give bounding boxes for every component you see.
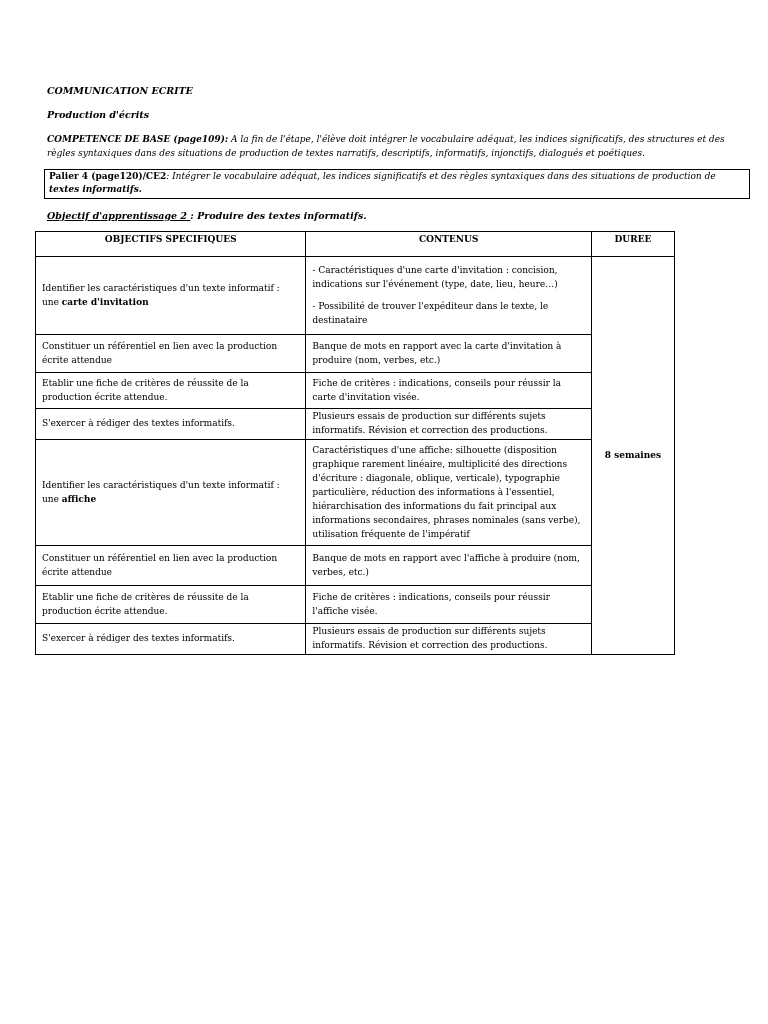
contenu-cell: Caractéristiques d'une affiche: silhouette (disposition graphique rarement linéaire, multiplicité des directions d'écriture : diagonale, oblique, verticale), typographie particulière, réduction des informations à l'essentiel, hiérarchisation des informations du fait principal aux informations secondaires, phrases nominales (sans verbe), utilisation fréquente de l'impératif bbox=[306, 440, 591, 546]
objectif-cell: Etablir une fiche de critères de réussite de la production écrite attendue. bbox=[36, 586, 306, 624]
table-row bbox=[36, 624, 675, 655]
objectif-cell: Etablir une fiche de critères de réussite de la production écrite attendue. bbox=[36, 373, 306, 409]
objectif-bold: carte d'invitation bbox=[61, 297, 149, 308]
competence-paragraph bbox=[47, 133, 747, 161]
objectif-line bbox=[47, 211, 367, 222]
table-row bbox=[36, 440, 675, 546]
table-header-row bbox=[36, 232, 675, 257]
table-row bbox=[36, 373, 675, 409]
contenu-text: - Caractéristiques d'une carte d'invitation : concision, indications sur l'événement (type, date, lieu, heure…) bbox=[312, 265, 558, 290]
palier-box bbox=[44, 169, 750, 199]
contenu-cell: Fiche de critères : indications, conseils pour réussir la carte d'invitation visée. bbox=[306, 373, 591, 409]
programme-table bbox=[35, 231, 675, 655]
header-objectifs: OBJECTIFS SPECIFIQUES bbox=[36, 232, 306, 257]
objectif-cell: S'exercer à rédiger des textes informatifs. bbox=[36, 409, 306, 440]
duree-cell: 8 semaines bbox=[591, 257, 674, 655]
contenu-cell: Plusieurs essais de production sur différents sujets informatifs. Révision et correction des productions. bbox=[306, 624, 591, 655]
objectif-text: Identifier les caractéristiques d'un texte informatif : une bbox=[42, 283, 280, 308]
contenu-cell: Plusieurs essais de production sur différents sujets informatifs. Révision et correction des productions. bbox=[306, 409, 591, 440]
objectif-cell: Constituer un référentiel en lien avec la production écrite attendue bbox=[36, 546, 306, 586]
objectif-cell bbox=[36, 440, 306, 546]
section-title: COMMUNICATION ECRITE bbox=[47, 86, 193, 97]
contenu-cell: Banque de mots en rapport avec la carte d'invitation à produire (nom, verbes, etc.) bbox=[306, 335, 591, 373]
competence-label: COMPETENCE DE BASE (page109): bbox=[47, 135, 229, 145]
table-row bbox=[36, 257, 675, 335]
palier-bold-end: textes informatifs. bbox=[49, 185, 142, 195]
table-row bbox=[36, 335, 675, 373]
table-row bbox=[36, 586, 675, 624]
objectif-label: Objectif d'apprentissage 2 bbox=[47, 211, 191, 222]
contenu-cell: Banque de mots en rapport avec l'affiche à produire (nom, verbes, etc.) bbox=[306, 546, 591, 586]
objectif-text: Identifier les caractéristiques d'un texte informatif : une bbox=[42, 480, 280, 505]
contenu-cell bbox=[306, 257, 591, 335]
objectif-cell bbox=[36, 257, 306, 335]
contenu-text: - Possibilité de trouver l'expéditeur dans le texte, le destinataire bbox=[312, 301, 549, 326]
objectif-bold: affiche bbox=[61, 494, 97, 505]
palier-text: : Intégrer le vocabulaire adéquat, les indices significatifs et des règles syntaxiques dans des situations de production de bbox=[166, 172, 716, 182]
header-contenus: CONTENUS bbox=[306, 232, 591, 257]
contenu-cell: Fiche de critères : indications, conseils pour réussir l'affiche visée. bbox=[306, 586, 591, 624]
palier-label: Palier 4 (page120)/CE2 bbox=[49, 172, 167, 182]
table-row bbox=[36, 409, 675, 440]
table-row bbox=[36, 546, 675, 586]
sub-title: Production d'écrits bbox=[47, 110, 150, 121]
objectif-text: : Produire des textes informatifs. bbox=[190, 211, 367, 222]
objectif-cell: Constituer un référentiel en lien avec la production écrite attendue bbox=[36, 335, 306, 373]
objectif-cell: S'exercer à rédiger des textes informatifs. bbox=[36, 624, 306, 655]
header-duree: DUREE bbox=[591, 232, 674, 257]
competence-text: A la fin de l'étape, l'élève doit intégrer le vocabulaire adéquat, les indices significatifs, des structures et des règles syntaxiques dans des situations de production de textes narratifs, descriptifs, informatifs, injonctifs, dialogués et poétiques. bbox=[47, 135, 725, 159]
